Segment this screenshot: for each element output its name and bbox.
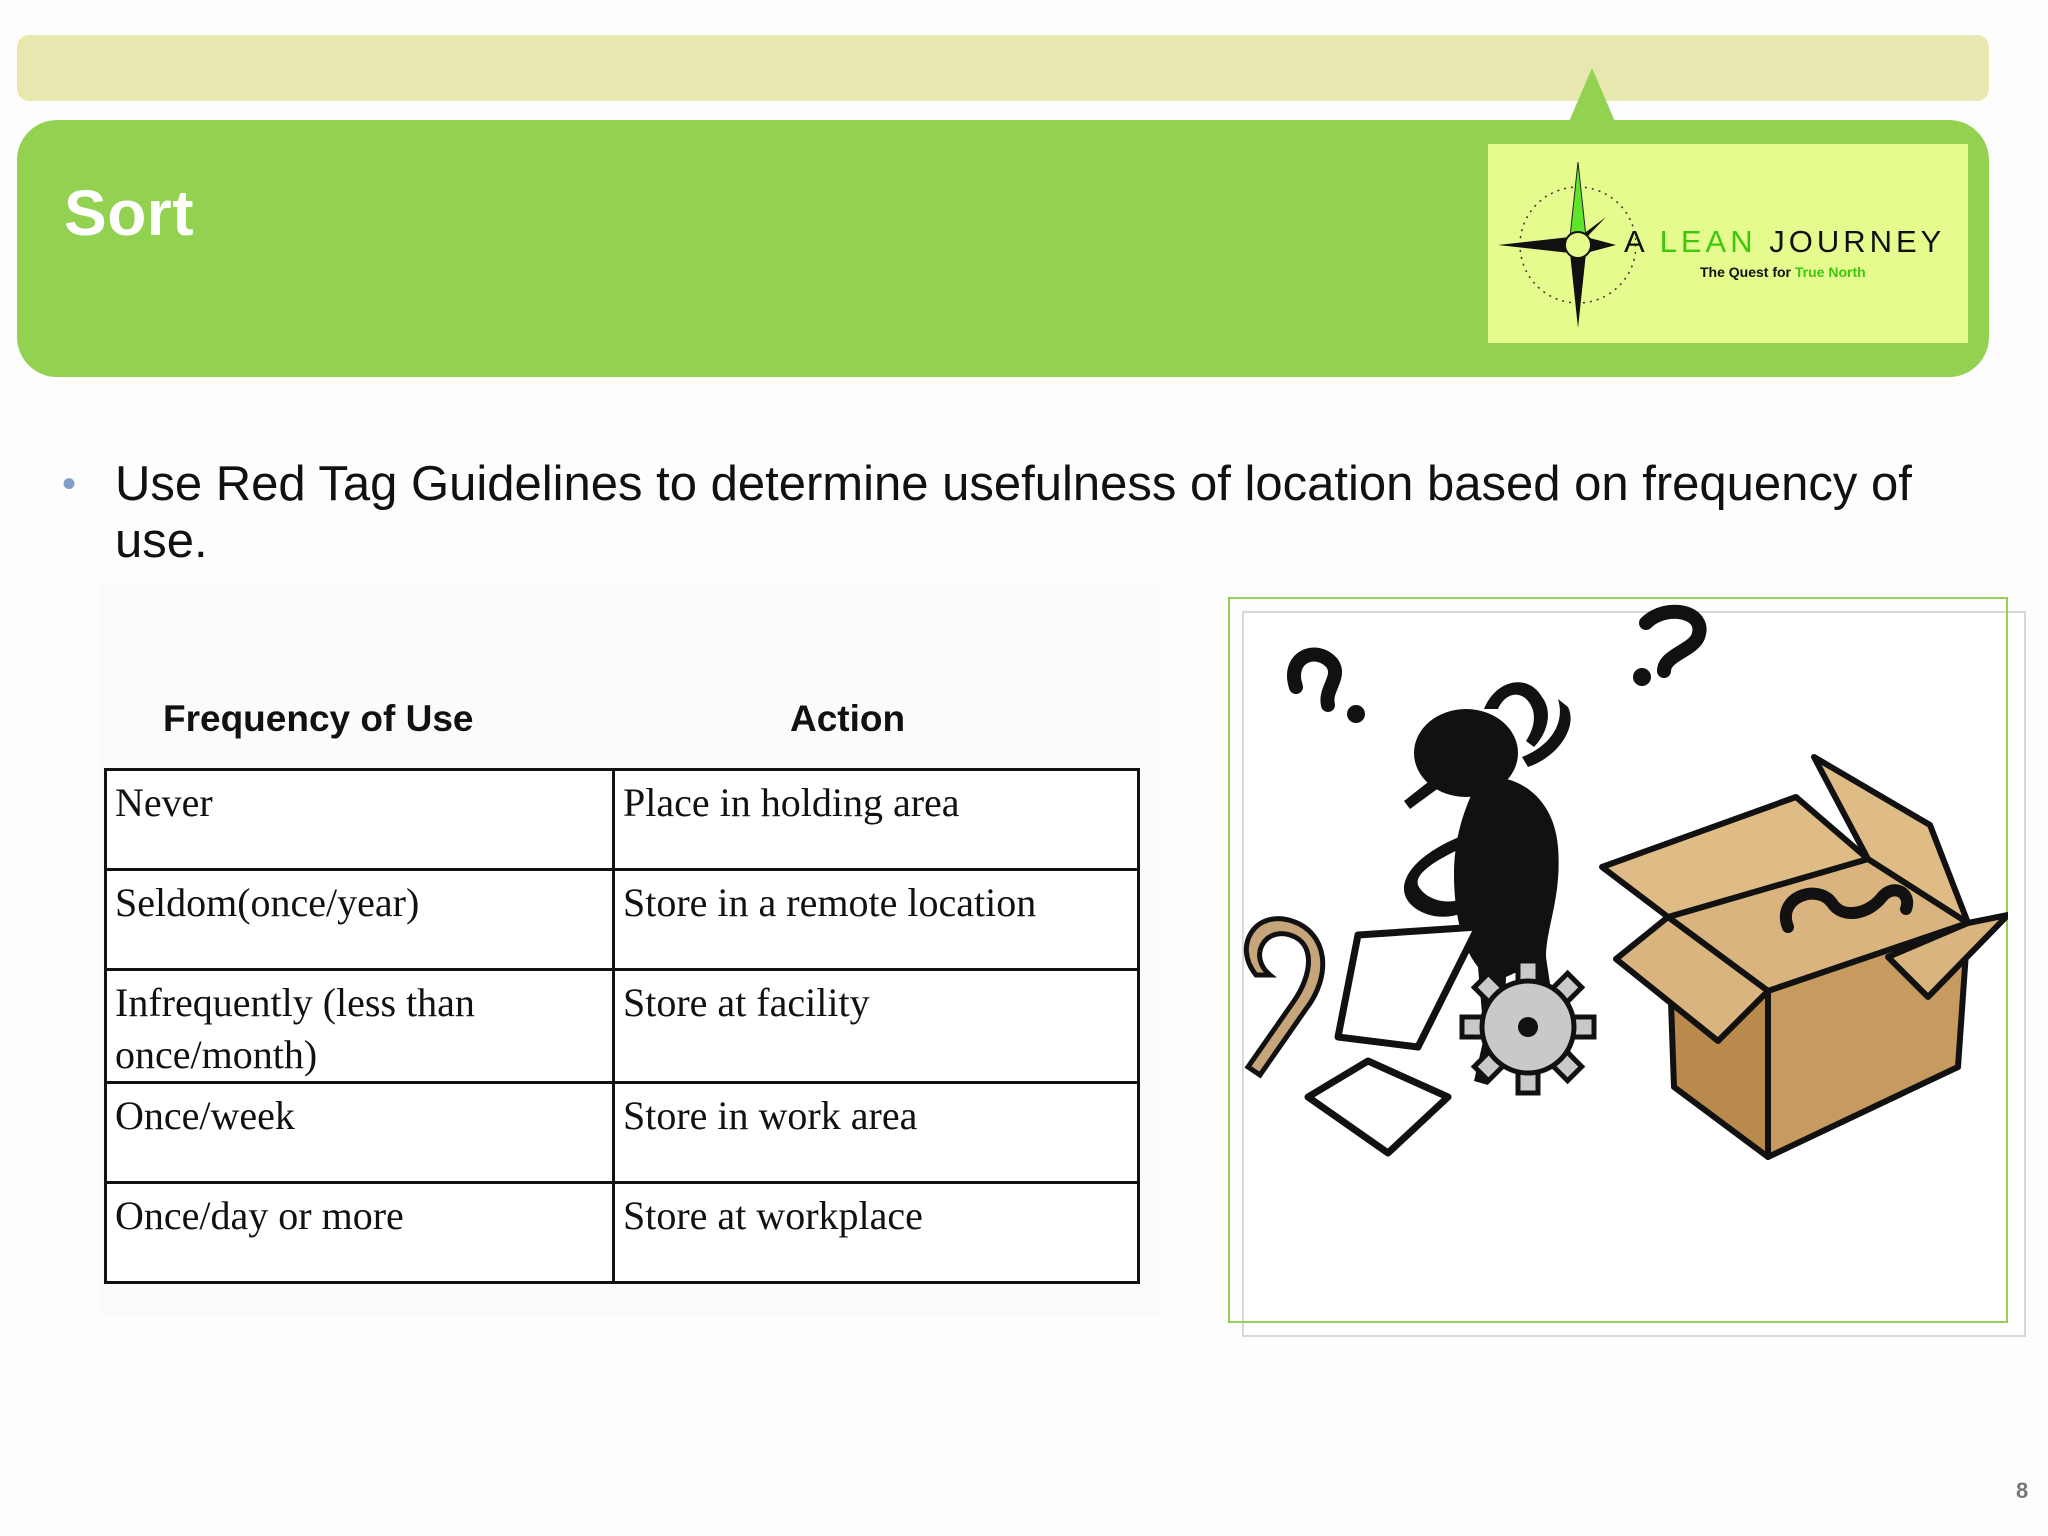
table-row: [106, 1183, 1139, 1283]
table-cell-frequency: Infrequently (less than once/month): [106, 970, 614, 1083]
logo-tagline-highlight: True North: [1794, 264, 1866, 280]
logo-journey: JOURNEY: [1769, 224, 1946, 259]
table-row: [106, 870, 1139, 970]
table-cell-frequency: Once/week: [106, 1083, 614, 1183]
table-cell-action: Store in a remote location: [614, 870, 1139, 970]
table-cell-frequency: Once/day or more: [106, 1183, 614, 1283]
header-top-strip: [17, 35, 1989, 101]
table-row: [106, 1083, 1139, 1183]
frequency-table: [104, 768, 1140, 1284]
compass-icon: [1496, 152, 1636, 338]
table-cell-action: Place in holding area: [614, 770, 1139, 870]
table-cell-action: Store in work area: [614, 1083, 1139, 1183]
question-mark-dot: [1347, 705, 1365, 723]
bullet-text: Use Red Tag Guidelines to determine usefulness of location based on frequency of use.: [115, 457, 1912, 568]
table-cell-action: Store at facility: [614, 970, 1139, 1083]
bullet-dot-icon: •: [62, 462, 77, 506]
paper-sheet-icon: [1308, 927, 1478, 1153]
logo-wordmark: [1624, 224, 1964, 260]
cardboard-box-icon: [1602, 757, 2008, 1157]
page-number: 8: [2016, 1478, 2029, 1503]
gear-icon: [1462, 961, 1594, 1093]
question-mark-icon: [1646, 612, 1700, 671]
cane-icon: [1246, 919, 1322, 1075]
question-mark-dot: [1633, 668, 1651, 686]
banner-pointer: [1568, 68, 1616, 124]
table-row: [106, 770, 1139, 870]
logo-tagline-prefix: The Quest for: [1700, 264, 1792, 280]
table-row: [106, 970, 1139, 1083]
logo-prefix: A: [1624, 224, 1647, 259]
logo-tagline: [1700, 264, 1866, 280]
confused-figure-illustration: [1228, 597, 2008, 1327]
logo-lean: LEAN: [1659, 224, 1757, 259]
lean-journey-logo: [1488, 144, 1968, 343]
table-cell-frequency: Never: [106, 770, 614, 870]
table-cell-frequency: Seldom(once/year): [106, 870, 614, 970]
column-header-action: Action: [790, 698, 906, 739]
column-header-frequency: Frequency of Use: [163, 698, 474, 739]
slide-title: Sort: [64, 177, 194, 249]
table-cell-action: Store at workplace: [614, 1183, 1139, 1283]
question-mark-icon: [1294, 655, 1335, 705]
